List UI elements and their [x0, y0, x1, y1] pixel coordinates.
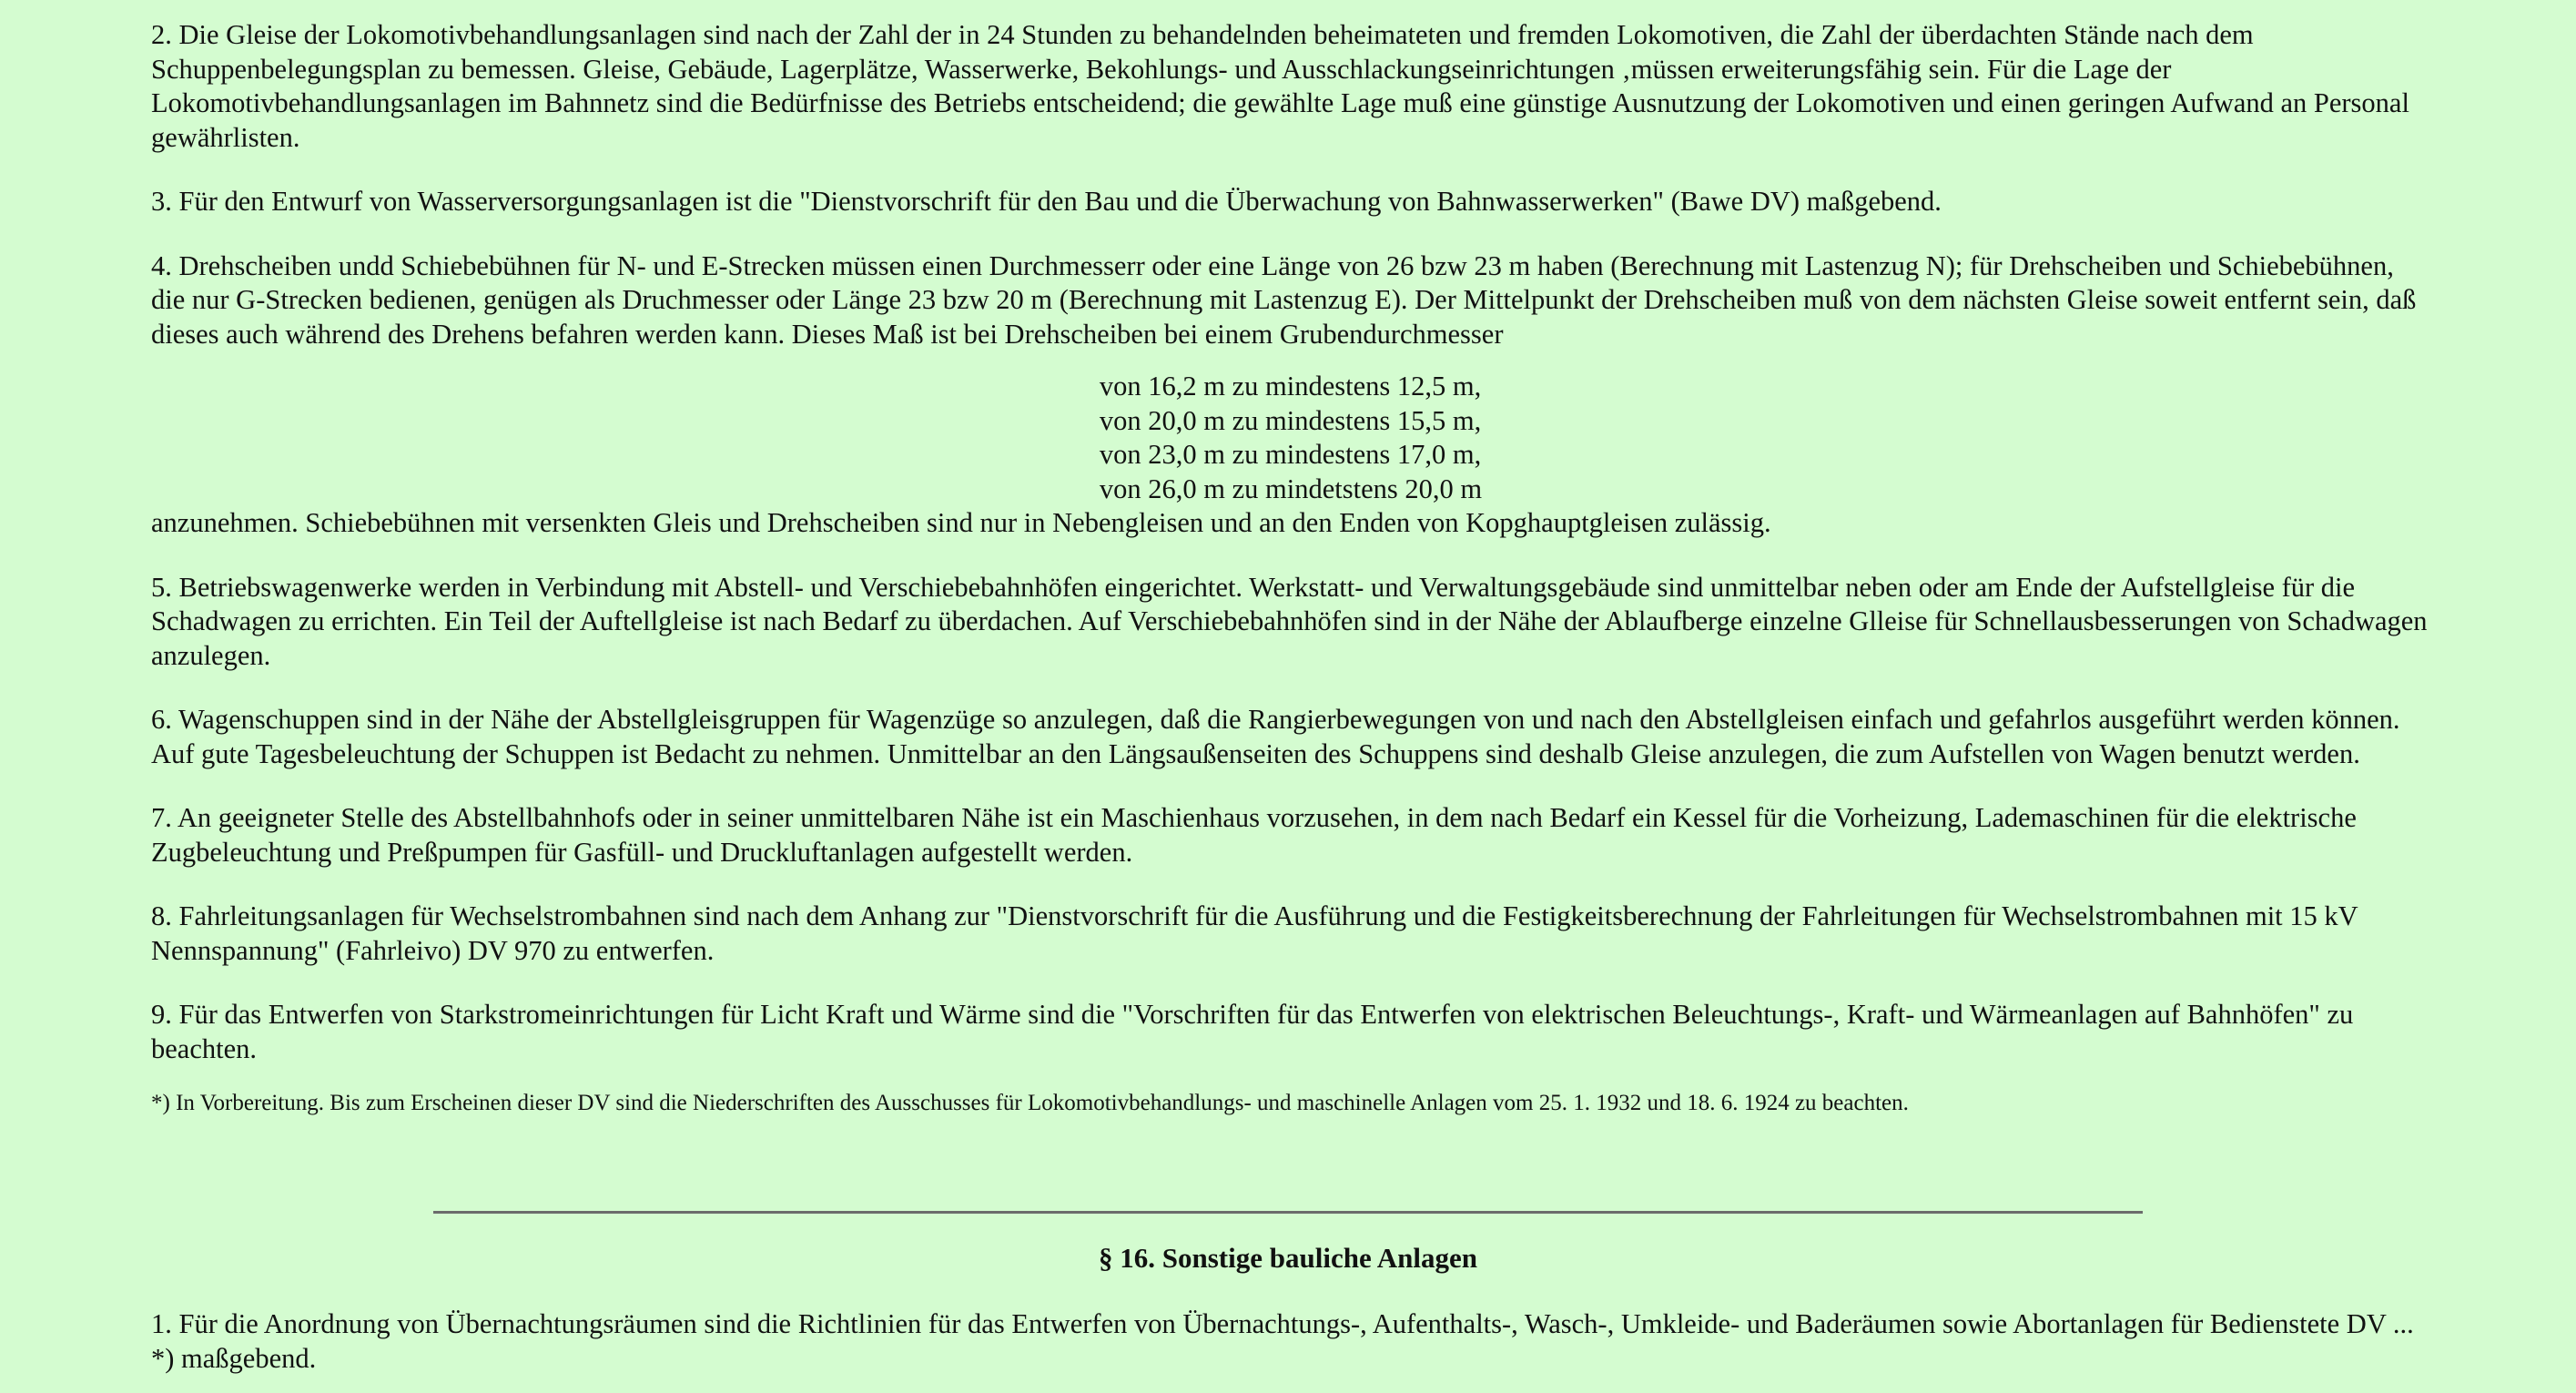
paragraph-8: 8. Fahrleitungsanlagen für Wechselstrombahnen sind nach dem Anhang zur "Dienstvorschrift für die Ausführung und die Festigkeitsberechnung der Fahrleitungen für Wechselstrombahnen mit 15 kV Nennspannung" (Fahrleivo) DV 970 zu entwerfen.	[151, 900, 2358, 966]
paragraph-4: 4. Drehscheiben undd Schiebebühnen für N- und E-Strecken müssen einen Durchmesserr oder eine Länge von 26 bzw 23 m haben (Berechnung mit Lastenzug N); für Drehscheiben und Schiebebühnen, die nur G-Strecken bedienen, genügen als Druchmesser oder Länge 23 bzw 20 m (Berechnung mit Lastenzug E). Der Mittelpunkt der Drehscheiben muß von dem nächsten Gleise soweit entfernt sein, daß dieses auch während des Drehens befahren werden kann. Dieses Maß ist bei Drehscheiben bei einem Grubendurchmesser	[151, 249, 2417, 350]
list-item: von 20,0 m zu mindestens 15,5 m,	[1099, 404, 1482, 436]
paragraph-3: 3. Für den Entwurf von Wasserversorgungsanlagen ist die "Dienstvorschrift für den Bau und die Überwachung von Bahnwasserwerken" (Bawe DV) maßgebend.	[151, 186, 1942, 217]
paragraph-2: 2. Die Gleise der Lokomotivbehandlungsanlagen sind nach der Zahl der in 24 Stunden zu behandelnden beheimateten und fremden Lokomotiven, die Zahl der überdachten Stände nach dem Schuppenbelegungsplan zu bemessen. Gleise, Gebäude, Lagerplätze, Wasserwerke, Bekohlungs- und Ausschlackungseinrichtungen ‚müssen erweiterungsfähig sein. Für die Lage der Lokomotivbehandlungsanlagen im Bahnnetz sind die Bedürfnisse des Betriebs entscheidend; die gewählte Lage muß eine günstige Ausnutzung der Lokomotiven und einen geringen Aufwand an Personal gewährlisten.	[151, 19, 2409, 153]
paragraph-9: 9. Für das Entwerfen von Starkstromeinrichtungen für Licht Kraft und Wärme sind die "Vorschriften für das Entwerfen von elektrischen Beleuchtungs-, Kraft- und Wärmeanlagen auf Bahnhöfen" zu beachten.	[151, 999, 2354, 1064]
paragraph-7: 7. An geeigneter Stelle des Abstellbahnhofs oder in seiner unmittelbaren Nähe ist ein Maschienhaus vorzusehen, in dem nach Bedarf ein Kessel für die Vorheizung, Lademaschinen für die elektrische Zugbeleuchtung und Preßpumpen für Gasfüll- und Druckluftanlagen aufgestellt werden.	[151, 802, 2357, 868]
list-item: von 16,2 m zu mindestens 12,5 m,	[1099, 371, 1482, 402]
list-item: von 26,0 m zu mindetstens 20,0 m	[1099, 473, 1483, 504]
turntable-dimension-list	[151, 370, 2430, 506]
horizontal-rule	[433, 1211, 2143, 1214]
paragraph-6: 6. Wagenschuppen sind in der Nähe der Abstellgleisgruppen für Wagenzüge so anzulegen, daß die Rangierbewegungen von und nach den Abstellgleisen einfach und gefahrlos ausgeführt werden können. Auf gute Tagesbeleuchtung der Schuppen ist Bedacht zu nehmen. Unmittelbar an den Längsaußenseiten des Schuppens sind deshalb Gleise anzulegen, die zum Aufstellen von Wagen benutzt werden.	[151, 704, 2400, 769]
section-heading: § 16. Sonstige bauliche Anlagen	[1099, 1242, 1477, 1274]
section-16-paragraph-1: 1. Für die Anordnung von Übernachtungsräumen sind die Richtlinien für das Entwerfen von Übernachtungs-, Aufenthalts-, Wasch-, Umkleide- und Baderäumen sowie Abortanlagen für Bedienstete DV ... *) maßgebend.	[151, 1308, 2414, 1374]
paragraph-5: 5. Betriebswagenwerke werden in Verbindung mit Abstell- und Verschiebebahnhöfen eingerichtet. Werkstatt- und Verwaltungsgebäude sind unmittelbar neben oder am Ende der Aufstellgleise für die Schadwagen zu errichten. Ein Teil der Auftellgleise ist nach Bedarf zu überdachen. Auf Verschiebebahnhöfen sind in der Nähe der Ablaufberge einzelne Glleise für Schnellausbesserungen von Schadwagen anzulegen.	[151, 571, 2428, 671]
list-item: von 23,0 m zu mindestens 17,0 m,	[1099, 439, 1482, 470]
paragraph-4-continuation: anzunehmen. Schiebebühnen mit versenkten Gleis und Drehscheiben sind nur in Nebengleisen und an den Enden von Kopghauptgleisen zulässig.	[151, 507, 1771, 538]
footnote: *) In Vorbereitung. Bis zum Erscheinen dieser DV sind die Niederschriften des Ausschusses für Lokomotivbehandlungs- und maschinelle Anlagen vom 25. 1. 1932 und 18. 6. 1924 zu beachten.	[151, 1091, 1909, 1115]
